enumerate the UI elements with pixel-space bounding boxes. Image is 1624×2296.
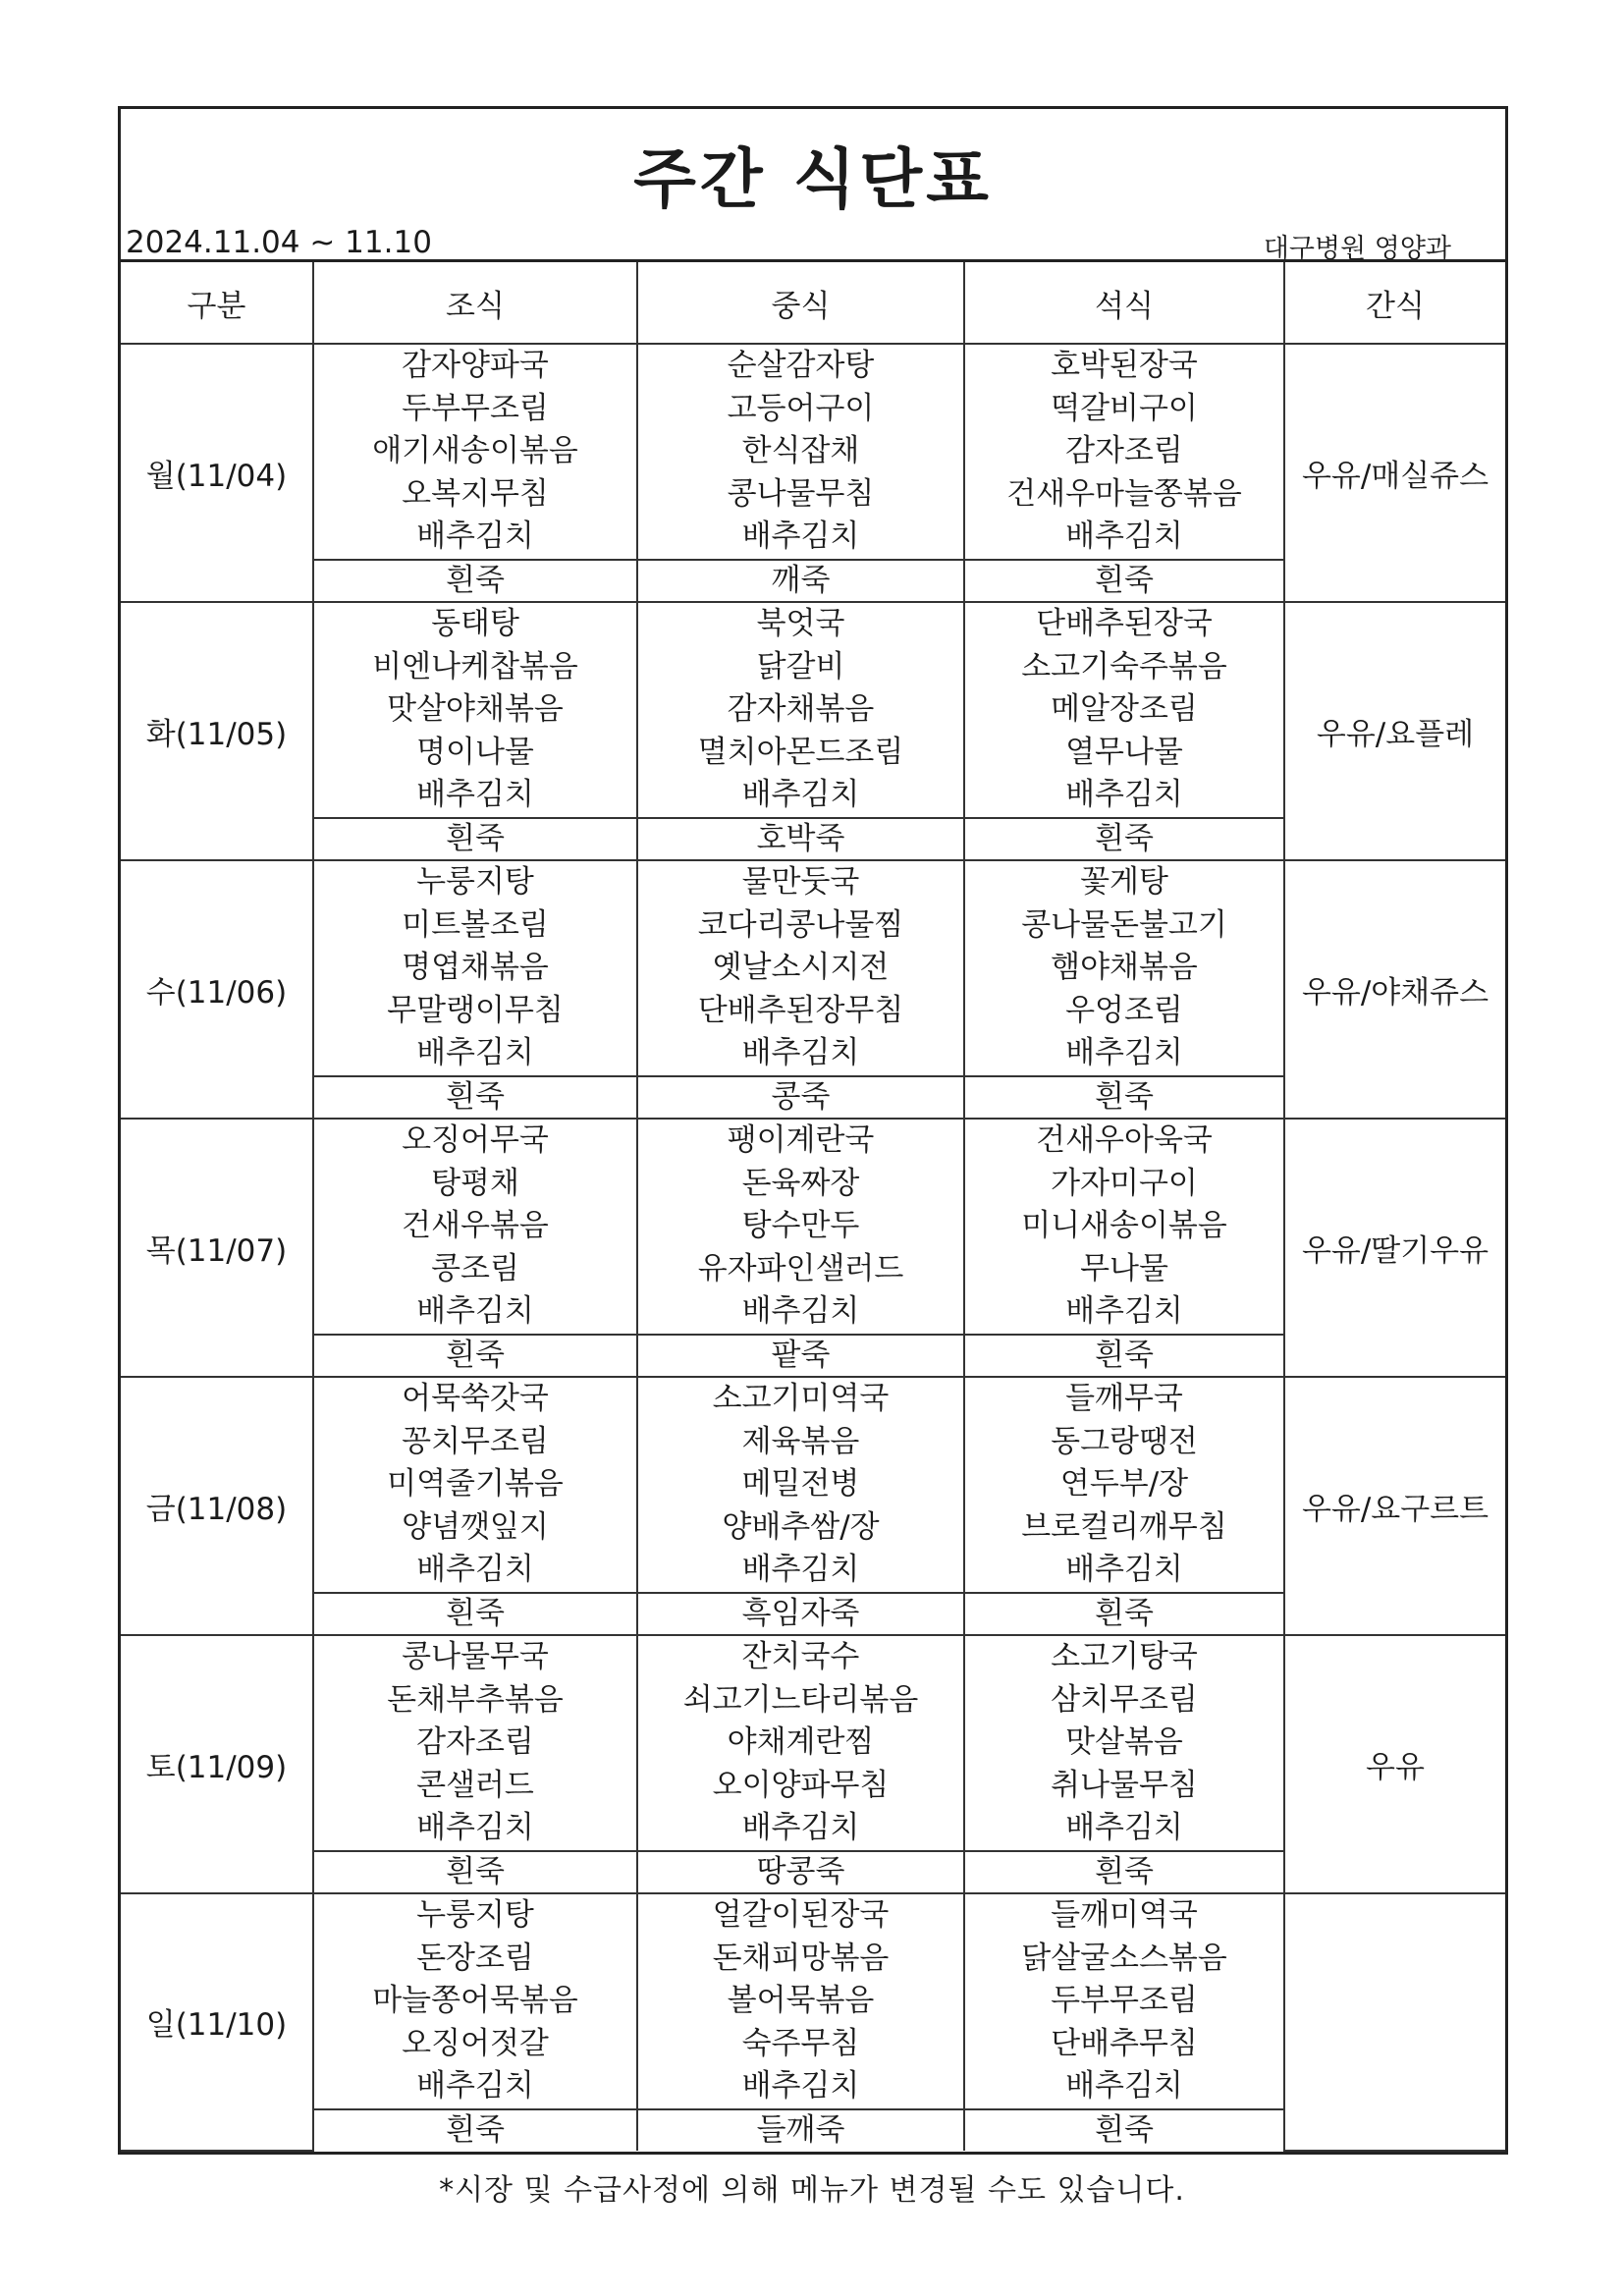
dish-item: 마늘쫑어묵볶음	[372, 1983, 578, 2019]
lunch-porridge: 깨죽	[637, 560, 964, 602]
dinner-dishes	[964, 1893, 1284, 2109]
dish-item: 코다리콩나물찜	[697, 906, 904, 943]
day-row	[121, 602, 1505, 818]
dish-item: 단배추된장무침	[697, 992, 904, 1028]
dish-item: 배추김치	[741, 2068, 860, 2105]
day-row	[121, 1635, 1505, 1851]
lunch-dishes	[637, 860, 964, 1076]
breakfast-porridge: 흰죽	[313, 560, 637, 602]
breakfast-porridge: 흰죽	[313, 2109, 637, 2151]
day-row	[121, 1893, 1505, 2109]
dish-item: 배추김치	[416, 1552, 534, 1588]
dish-item: 건새우마늘쫑볶음	[1006, 475, 1242, 512]
dish-item: 꽃게탕	[1080, 863, 1168, 900]
dinner-dishes	[964, 1635, 1284, 1851]
snack-cell	[1284, 1893, 1505, 2151]
dish-item: 얼갈이된장국	[712, 1896, 890, 1933]
dish-item: 배추김치	[741, 1293, 860, 1330]
dish-item: 물만둣국	[741, 863, 860, 900]
dinner-porridge: 흰죽	[964, 1076, 1284, 1119]
dish-item: 옛날소시지전	[712, 950, 890, 986]
dinner-dishes	[964, 1377, 1284, 1593]
day-row	[121, 1119, 1505, 1335]
header-breakfast: 조식	[313, 261, 637, 345]
menu-table	[121, 259, 1505, 2152]
day-label: 목(11/07)	[121, 1119, 313, 1377]
lunch-porridge: 들깨죽	[637, 2109, 964, 2151]
dish-item: 오징어무국	[402, 1121, 549, 1158]
dish-item: 탕수만두	[741, 1208, 860, 1244]
dish-item: 유자파인샐러드	[697, 1250, 904, 1286]
dish-item: 배추김치	[1065, 1035, 1183, 1071]
dish-item: 양배추쌈/장	[722, 1508, 880, 1545]
dish-item: 연두부/장	[1059, 1466, 1189, 1503]
dish-item: 배추김치	[416, 1035, 534, 1071]
dish-item: 콩나물돈불고기	[1021, 906, 1227, 943]
lunch-porridge: 콩죽	[637, 1076, 964, 1119]
footnote: *시장 및 수급사정에 의해 메뉴가 변경될 수도 있습니다.	[439, 2173, 1185, 2208]
dish-item: 양념깻잎지	[402, 1508, 549, 1545]
dish-item: 맛살야채볶음	[387, 691, 564, 728]
lunch-dishes	[637, 1119, 964, 1335]
snack-cell: 우유/매실쥬스	[1284, 344, 1505, 602]
dish-item: 돈장조림	[416, 1940, 534, 1976]
snack-cell: 우유	[1284, 1635, 1505, 1893]
dish-item: 소고기탕국	[1051, 1638, 1198, 1674]
header-row	[121, 261, 1505, 345]
menu-frame	[118, 106, 1508, 2155]
dish-item: 배추김치	[741, 519, 860, 555]
dinner-dishes	[964, 1119, 1284, 1335]
dish-item: 감자양파국	[402, 348, 549, 383]
dish-item: 볼어묵볶음	[727, 1983, 875, 2019]
dish-item: 콩나물무국	[402, 1638, 549, 1674]
breakfast-porridge: 흰죽	[313, 1593, 637, 1635]
day-label: 월(11/04)	[121, 344, 313, 602]
dish-item: 명엽채볶음	[402, 950, 549, 986]
dish-item: 배추김치	[741, 1810, 860, 1846]
breakfast-dishes	[313, 860, 637, 1076]
dish-item: 삼치무조림	[1051, 1681, 1198, 1718]
dish-item: 배추김치	[416, 519, 534, 555]
day-row	[121, 860, 1505, 1076]
menu-body	[121, 344, 1505, 2151]
lunch-porridge: 팥죽	[637, 1335, 964, 1377]
dish-item: 메알장조림	[1051, 691, 1198, 728]
breakfast-porridge: 흰죽	[313, 818, 637, 860]
dish-item: 배추김치	[416, 1810, 534, 1846]
dish-item: 소고기숙주볶음	[1021, 648, 1227, 684]
day-row	[121, 344, 1505, 560]
dish-item: 햄야채볶음	[1051, 950, 1198, 986]
dish-item: 배추김치	[1065, 2068, 1183, 2105]
dinner-dishes	[964, 602, 1284, 818]
dish-item: 무나물	[1080, 1250, 1168, 1286]
dish-item: 동그랑땡전	[1051, 1423, 1198, 1459]
dish-item: 배추김치	[741, 1035, 860, 1071]
lunch-porridge: 땅콩죽	[637, 1851, 964, 1893]
dinner-porridge: 흰죽	[964, 560, 1284, 602]
dish-item: 배추김치	[416, 2068, 534, 2105]
day-label: 수(11/06)	[121, 860, 313, 1119]
lunch-dishes	[637, 1377, 964, 1593]
dish-item: 건새우아욱국	[1036, 1121, 1213, 1158]
dinner-porridge: 흰죽	[964, 1593, 1284, 1635]
dish-item: 누룽지탕	[416, 1896, 534, 1933]
day-row	[121, 1377, 1505, 1593]
dish-item: 건새우볶음	[402, 1208, 549, 1244]
dish-item: 미니새송이볶음	[1021, 1208, 1227, 1244]
dish-item: 들깨무국	[1065, 1380, 1183, 1416]
breakfast-dishes	[313, 1893, 637, 2109]
dish-item: 야채계란찜	[727, 1724, 875, 1761]
day-label: 화(11/05)	[121, 602, 313, 860]
dish-item: 팽이계란국	[727, 1121, 875, 1158]
lunch-porridge: 호박죽	[637, 818, 964, 860]
dish-item: 미트볼조림	[402, 906, 549, 943]
dish-item: 배추김치	[741, 1552, 860, 1588]
header-division: 구분	[121, 261, 313, 345]
day-label: 일(11/10)	[121, 1893, 313, 2151]
dish-item: 돈육짜장	[741, 1165, 860, 1201]
lunch-porridge: 흑임자죽	[637, 1593, 964, 1635]
lunch-dishes	[637, 602, 964, 818]
dinner-porridge: 흰죽	[964, 818, 1284, 860]
breakfast-dishes	[313, 344, 637, 560]
dish-item: 잔치국수	[741, 1638, 860, 1674]
date-range: 2024.11.04 ~ 11.10	[126, 225, 432, 260]
lunch-dishes	[637, 1893, 964, 2109]
dish-item: 동태탕	[431, 605, 519, 641]
dish-item: 멸치아몬드조림	[697, 734, 904, 770]
breakfast-porridge: 흰죽	[313, 1851, 637, 1893]
dish-item: 탕평채	[431, 1165, 519, 1201]
dish-item: 비엔나케찹볶음	[372, 648, 578, 684]
dish-item: 애기새송이볶음	[372, 433, 578, 469]
breakfast-dishes	[313, 1377, 637, 1593]
dish-item: 배추김치	[1065, 777, 1183, 813]
dish-item: 명이나물	[416, 734, 534, 770]
lunch-dishes	[637, 344, 964, 560]
dinner-porridge: 흰죽	[964, 2109, 1284, 2151]
dish-item: 들깨미역국	[1051, 1896, 1198, 1933]
breakfast-dishes	[313, 602, 637, 818]
dish-item: 배추김치	[416, 777, 534, 813]
day-label: 금(11/08)	[121, 1377, 313, 1635]
header-lunch: 중식	[637, 261, 964, 345]
dish-item: 호박된장국	[1051, 348, 1198, 383]
dish-item: 단배추무침	[1051, 2025, 1198, 2061]
dish-item: 돈채부추볶음	[387, 1681, 564, 1718]
dish-item: 배추김치	[1065, 1293, 1183, 1330]
dish-item: 배추김치	[741, 777, 860, 813]
dish-item: 배추김치	[416, 1293, 534, 1330]
dish-item: 우엉조림	[1065, 992, 1183, 1028]
dish-item: 맛살볶음	[1065, 1724, 1183, 1761]
dinner-dishes	[964, 344, 1284, 560]
header-dinner: 석식	[964, 261, 1284, 345]
dish-item: 콩나물무침	[727, 475, 875, 512]
header-snack: 간식	[1284, 261, 1505, 345]
snack-cell: 우유/야채쥬스	[1284, 860, 1505, 1119]
dinner-porridge: 흰죽	[964, 1335, 1284, 1377]
breakfast-porridge: 흰죽	[313, 1335, 637, 1377]
dish-item: 어묵쑥갓국	[402, 1380, 549, 1416]
dish-item: 떡갈비구이	[1051, 390, 1198, 426]
breakfast-dishes	[313, 1635, 637, 1851]
dish-item: 고등어구이	[727, 390, 875, 426]
dish-item: 쇠고기느타리볶음	[682, 1681, 919, 1718]
dish-item: 꽁치무조림	[402, 1423, 549, 1459]
dish-item: 제육볶음	[741, 1423, 860, 1459]
day-label: 토(11/09)	[121, 1635, 313, 1893]
dish-item: 미역줄기볶음	[387, 1466, 564, 1503]
dish-item: 단배추된장국	[1036, 605, 1213, 641]
dish-item: 오징어젓갈	[402, 2025, 549, 2061]
dish-item: 콘샐러드	[416, 1767, 534, 1803]
lunch-dishes	[637, 1635, 964, 1851]
dish-item: 두부무조림	[1051, 1983, 1198, 2019]
dish-item: 가자미구이	[1051, 1165, 1198, 1201]
dish-item: 취나물무침	[1051, 1767, 1198, 1803]
dish-item: 오복지무침	[402, 475, 549, 512]
dish-item: 감자조림	[416, 1724, 534, 1761]
dish-item: 열무나물	[1065, 734, 1183, 770]
breakfast-dishes	[313, 1119, 637, 1335]
dish-item: 감자조림	[1065, 433, 1183, 469]
dish-item: 감자채볶음	[727, 691, 875, 728]
dish-item: 배추김치	[1065, 1552, 1183, 1588]
dish-item: 두부무조림	[402, 390, 549, 426]
dish-item: 순살감자탕	[727, 348, 875, 383]
dish-item: 돈채피망볶음	[712, 1940, 890, 1976]
dish-item: 배추김치	[1065, 519, 1183, 555]
snack-cell: 우유/요플레	[1284, 602, 1505, 860]
dish-item: 무말랭이무침	[387, 992, 564, 1028]
dinner-dishes	[964, 860, 1284, 1076]
snack-cell: 우유/딸기우유	[1284, 1119, 1505, 1377]
breakfast-porridge: 흰죽	[313, 1076, 637, 1119]
organization: 대구병원 영양과	[1263, 234, 1451, 264]
dish-item: 콩조림	[431, 1250, 519, 1286]
dish-item: 오이양파무침	[712, 1767, 890, 1803]
dish-item: 한식잡채	[741, 433, 860, 469]
snack-cell: 우유/요구르트	[1284, 1377, 1505, 1635]
page-title: 주간 식단표	[633, 141, 993, 217]
dish-item: 소고기미역국	[712, 1380, 890, 1416]
dish-item: 배추김치	[1065, 1810, 1183, 1846]
dish-item: 숙주무침	[741, 2025, 860, 2061]
dish-item: 메밀전병	[741, 1466, 860, 1503]
dish-item: 누룽지탕	[416, 863, 534, 900]
dinner-porridge: 흰죽	[964, 1851, 1284, 1893]
dish-item: 닭살굴소스볶음	[1021, 1940, 1227, 1976]
dish-item: 북엇국	[756, 605, 845, 641]
dish-item: 닭갈비	[756, 648, 845, 684]
dish-item: 브로컬리깨무침	[1021, 1508, 1227, 1545]
